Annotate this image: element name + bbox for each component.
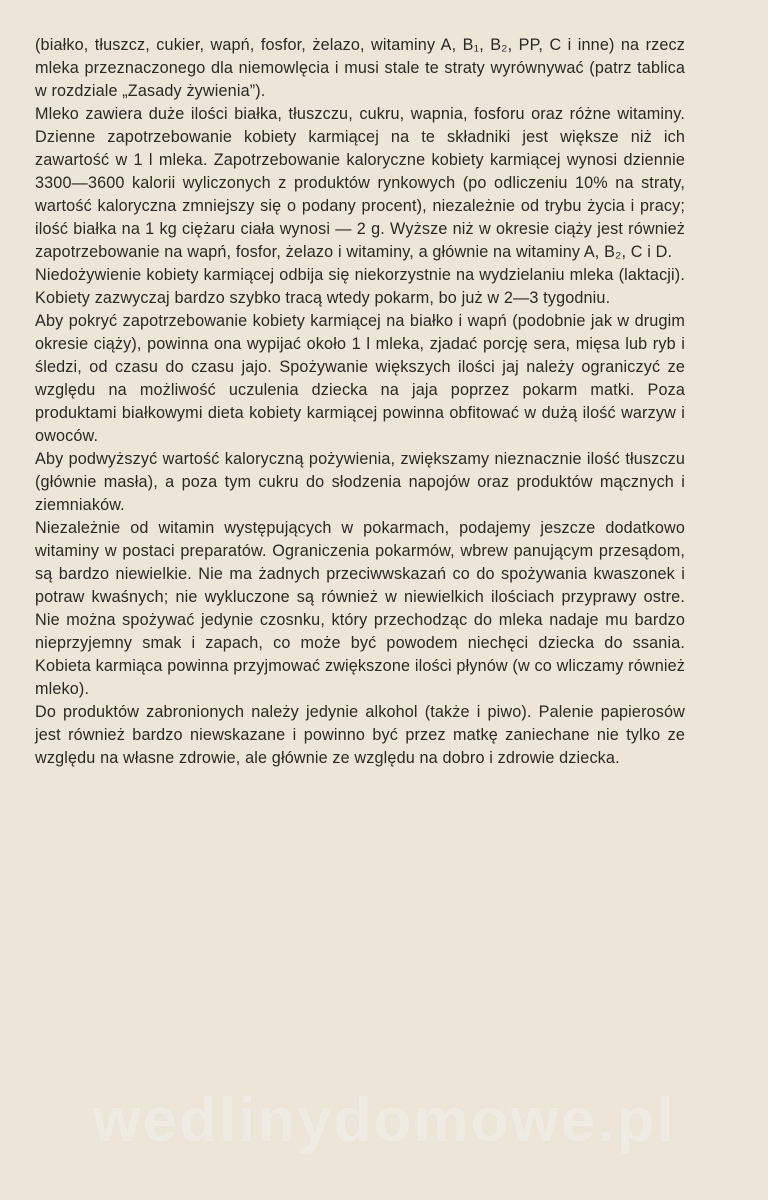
page-body: [35, 34, 685, 770]
paragraph-4: Aby pokryć zapotrzebowanie kobiety karmiącej na białko i wapń (podobnie jak w drugim okresie ciąży), powinna ona wypijać około 1 l mleka, zjadać porcję sera, mięsa lub ryb i śledzi, od czasu do czasu jajo. Spożywanie większych ilości jaj należy ograniczyć ze względu na możliwość uczulenia dziecka na jaja poprzez pokarm matki. Poza produktami białkowymi dieta kobiety karmiącej powinna obfitować w dużą ilość warzyw i owoców.: [35, 312, 685, 445]
watermark: wedlinydomowe.pl: [92, 1086, 676, 1155]
paragraph-3: Niedożywienie kobiety karmiącej odbija się niekorzystnie na wydzielaniu mleka (laktacji). Kobiety zazwyczaj bardzo szybko tracą wtedy pokarm, bo już w 2—3 tygodniu.: [35, 266, 685, 307]
paragraph-7: Do produktów zabronionych należy jedynie alkohol (także i piwo). Palenie papierosów jest również bardzo niewskazane i powinno być przez matkę zaniechane nie tylko ze względu na własne zdrowie, ale głównie ze względu na dobro i zdrowie dziecka.: [35, 703, 685, 767]
paragraph-5: Aby podwyższyć wartość kaloryczną pożywienia, zwiększamy nieznacznie ilość tłuszczu (głównie masła), a poza tym cukru do słodzenia napojów oraz produktów mącznych i ziemniaków.: [35, 450, 685, 514]
paragraph-6: Niezależnie od witamin występujących w pokarmach, podajemy jeszcze dodatkowo witaminy w postaci preparatów. Ograniczenia pokarmów, wbrew panującym przesądom, są bardzo niewielkie. Nie ma żadnych przeciwwskazań co do spożywania kwaszonek i potraw kwaśnych; nie wykluczone są również w niewielkich ilościach przyprawy ostre. Nie można spożywać jedynie czosnku, który przechodząc do mleka nadaje mu bardzo nieprzyjemny smak i zapach, co może być powodem niechęci dziecka do ssania. Kobieta karmiąca powinna przyjmować zwiększone ilości płynów (w co wliczamy również mleko).: [35, 519, 685, 698]
paragraph-2: Mleko zawiera duże ilości białka, tłuszczu, cukru, wapnia, fosforu oraz różne witaminy. Dzienne zapotrzebowanie kobiety karmiącej na te składniki jest większe niż ich zawartość w 1 l mleka. Zapotrzebowanie kaloryczne kobiety karmiącej wynosi dziennie 3300—3600 kalorii wyliczonych z produktów rynkowych (po odliczeniu 10% na straty, wartość kaloryczna zmniejszy się o podany procent), niezależnie od trybu życia i pracy; ilość białka na 1 kg ciężaru ciała wynosi — 2 g. Wyższe niż w okresie ciąży jest również zapotrzebowanie na wapń, fosfor, żelazo i witaminy, a głównie na witaminy A, B₂, C i D.: [35, 105, 685, 261]
paragraph-1: (białko, tłuszcz, cukier, wapń, fosfor, żelazo, witaminy A, B₁, B₂, PP, C i inne) na rzecz mleka przeznaczonego dla niemowlęcia i musi stale te straty wyrównywać (patrz tablica w rozdziale „Zasady żywienia”).: [35, 36, 685, 100]
